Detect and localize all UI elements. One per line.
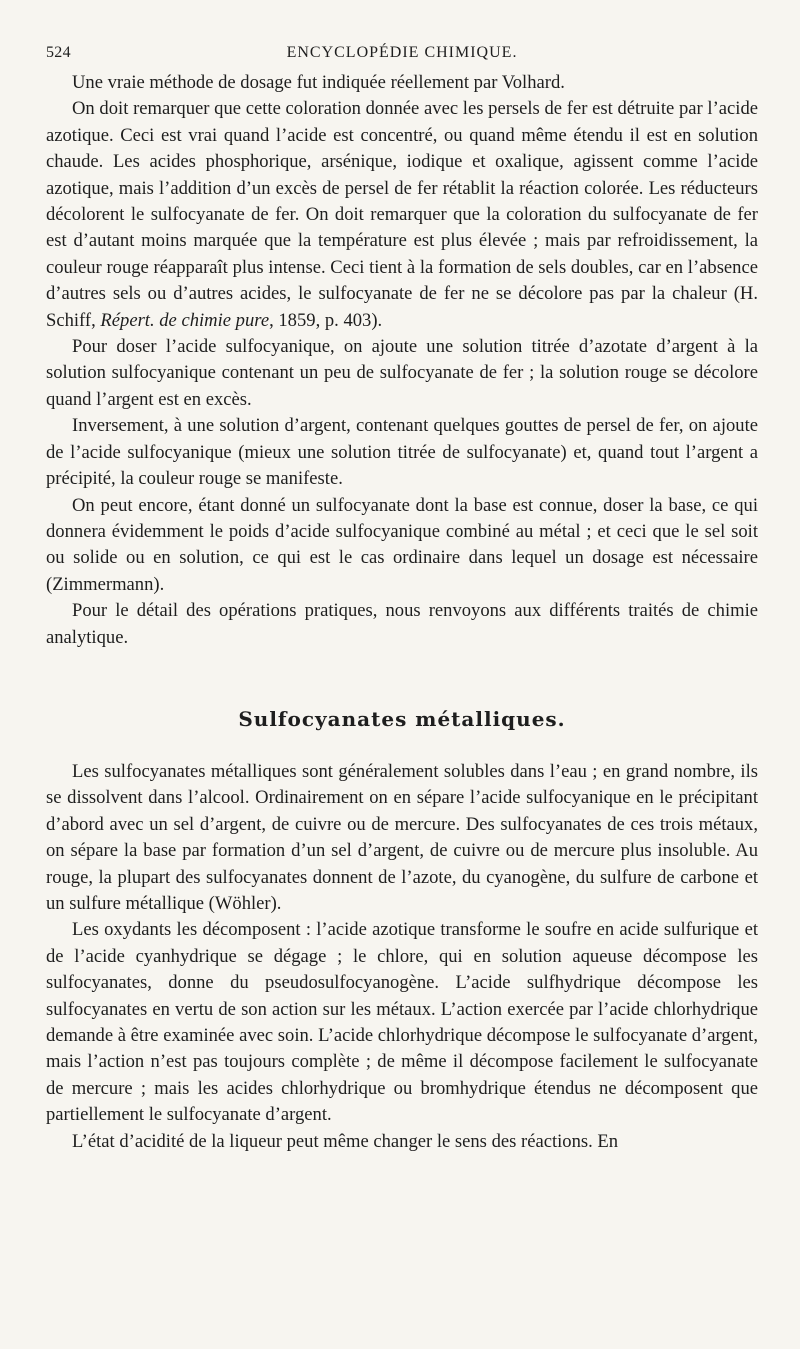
citation-journal: Répert. de chimie pure: [100, 309, 270, 331]
paragraph-text: On doit remarquer que cette coloration donnée avec les persels de fer est détruite par l’acide azotique. Ceci est vrai quand l’acide est concentré, ou quand même étendu il est en solution chaude. Les acides phosphorique, arsénique, iodique et oxalique, agissent comme l’acide azotique, mais l’addition d’un excès de persel de fer rétablit la réaction colorée. Les réducteurs décolorent le sulfocyanate de fer. On doit remarquer que la coloration du sulfocyanate de fer est d’autant moins marquée que la température est plus élevée ; mais par refroidissement, la couleur rouge réapparaît plus intense. Ceci tient à la formation de sels doubles, car en l’absence d’autres sels ou d’autres acides, le sulfocyanate de fer ne se décolore pas par la chaleur (H. Schiff,: [46, 98, 758, 331]
paragraph: Une vraie méthode de dosage fut indiquée réellement par Volhard.: [72, 72, 565, 93]
running-header: [46, 38, 758, 70]
running-title: ENCYCLOPÉDIE CHIMIQUE.: [286, 44, 518, 61]
page-number: 524: [46, 44, 71, 61]
section-body: [46, 759, 758, 1155]
body-text: [46, 70, 758, 651]
paragraph: Les sulfocyanates métalliques sont généralement solubles dans l’eau ; en grand nombre, ils se dissolvent dans l’alcool. Ordinairement on en sépare l’acide sulfocyanique en le précipitant d’abord avec un sel d’argent, de cuivre ou de mercure. Des sulfocyanates de ces trois métaux, on sépare la base par formation d’un sel d’argent, de cuivre ou de mercure plus insoluble. Au rouge, la plupart des sulfocyanates donnent de l’azote, du cyanogène, du sulfure de carbone et un sulfure métallique (Wöhler).: [46, 760, 758, 914]
paragraph: Inversement, à une solution d’argent, contenant quelques gouttes de persel de fer, on ajoute de l’acide sulfocyanique (mieux une solution titrée de sulfocyanate) et, quand tout l’argent a précipité, la couleur rouge se manifeste.: [46, 415, 758, 490]
paragraph: Pour le détail des opérations pratiques, nous renvoyons aux différents traités de chimie analytique.: [46, 600, 758, 648]
paragraph: L’état d’acidité de la liqueur peut même changer le sens des réactions. En: [72, 1130, 619, 1152]
paragraph: Pour doser l’acide sulfocyanique, on ajoute une solution titrée d’azotate d’argent à la solution sulfocyanique contenant un peu de sulfocyanate de fer ; la solution rouge se décolore quand l’argent est en excès.: [46, 336, 758, 410]
paragraph: [46, 96, 758, 334]
section-heading: Sulfocyanates métalliques.: [238, 706, 566, 731]
paragraph: Les oxydants les décomposent : l’acide azotique transforme le soufre en acide sulfurique et de l’acide cyanhydrique se dégage ; le chlore, qui en solution aqueuse décompose les sulfocyanates, donne du pseudosulfocyanogène. L’acide sulfhydrique décompose les sulfocyanates en vertu de son action sur les métaux. L’action exercée par l’acide chlorhydrique demande à être examinée avec soin. L’acide chlorhydrique décompose le sulfocyanate d’argent, mais l’action n’est pas toujours complète ; de même il décompose facilement le sulfocyanate de mercure ; mais les acides chlorhydrique ou bromhydrique étendus ne décomposent que partiellement le sulfocyanate d’argent.: [46, 919, 758, 1126]
citation-tail: , 1859, p. 403).: [269, 309, 383, 331]
paragraph: On peut encore, étant donné un sulfocyanate dont la base est connue, doser la base, ce qui donnera évidemment le poids d’acide sulfocyanique combiné au métal ; et ceci que le sel soit ou solide ou en solution, ce qui est le cas ordinaire dans lequel un dosage est nécessaire (Zimmermann).: [46, 494, 758, 595]
